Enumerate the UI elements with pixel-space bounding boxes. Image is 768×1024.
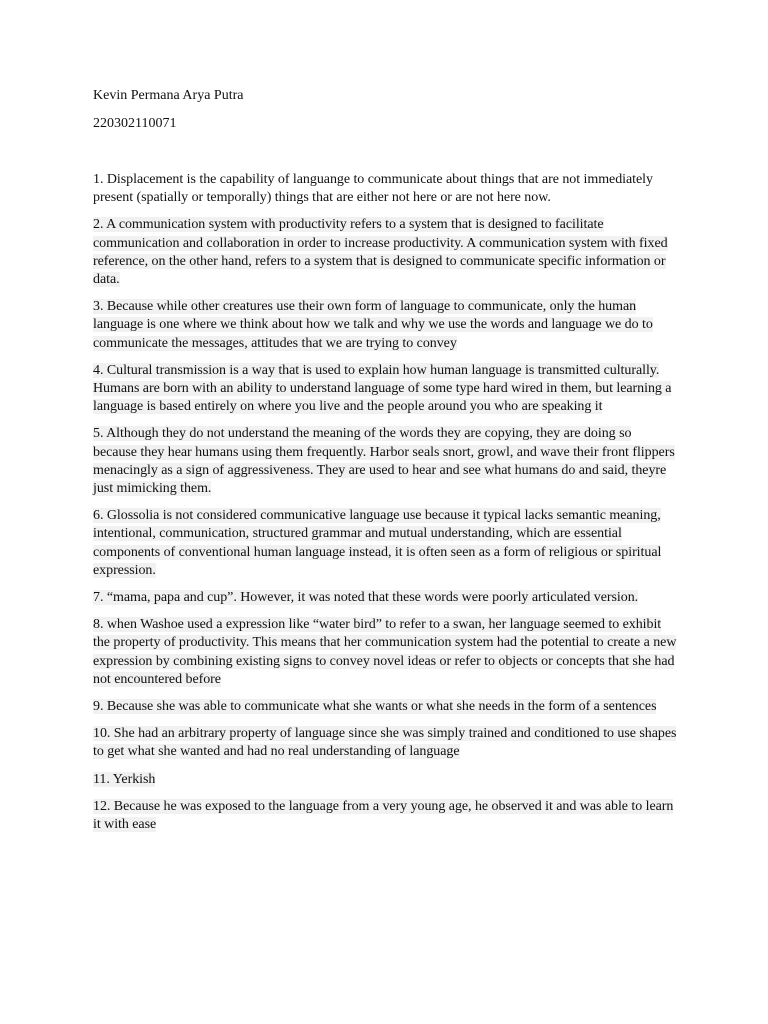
answer-text: 11. Yerkish [93,771,156,787]
answer-4 [93,362,678,417]
answer-7 [93,589,678,607]
answer-text: 1. Displacement is the capability of languange to communicate about things that are not immediately present (spatially or temporally) things that are either not here or are not here now. [93,172,653,206]
answer-9 [93,698,678,716]
answer-5 [93,425,678,498]
answer-text: 10. She had an arbitrary property of language since she was simply trained and conditioned to use shapes to get what she wanted and had no real understanding of language [93,726,677,760]
answer-text: 12. Because he was exposed to the language from a very young age, he observed it and was able to learn it with ease [93,798,674,833]
answer-text: 6. Glossolia is not considered communicative language use because it typical lacks semantic meaning, intentional, communication, structured grammar and mutual understanding, which are essential components of conventional human language instead, it is often seen as a form of religious or spiritual expression. [93,508,662,578]
answer-text: 5. Although they do not understand the meaning of the words they are copying, they are doing so because they hear humans using them frequently. Harbor seals snort, growl, and wave their front flippers menacingly as a sign of aggressiveness. They are used to hear and see what humans do and said, theyre just mimicking them. [93,426,675,497]
answer-3 [93,298,678,353]
answer-text: 8. when Washoe used a expression like “water bird” to refer to a swan, her language seemed to exhibit the property of productivity. This means that her communication system had the potential to create a new expression by combining existing signs to convey novel ideas or refer to objects or concepts that she had not encountered before [93,617,677,687]
answer-text: 4. Cultural transmission is a way that is used to explain how human language is transmitted culturally. Humans are born with an ability to understand language of some type hard wired in them, but learning a language is based entirely on where you live and the people around you who are speaking it [93,362,672,415]
answer-11 [93,771,678,789]
author-name: Kevin Permana Arya Putra [93,88,244,103]
answer-text: 2. A communication system with productivity refers to a system that is designed to facilitate communication and collaboration in order to increase productivity. A communication system with fixed reference, on the other hand, refers to a system that is designed to communicate specific information or data. [93,217,668,288]
answer-6 [93,507,678,580]
answer-text: 9. Because she was able to communicate what she wants or what she needs in the form of a sentences [93,699,657,715]
answer-text: 7. “mama, papa and cup”. However, it was noted that these words were poorly articulated version. [93,590,639,606]
answer-10 [93,725,678,761]
answer-12 [93,798,678,834]
answer-list [93,171,678,834]
answer-1 [93,171,678,207]
answer-2 [93,216,678,289]
answer-text: 3. Because while other creatures use their own form of language to communicate, only the human language is one where we think about how we talk and why we use the words and language we do to communicate the messages, attitudes that we are trying to convey [93,299,653,351]
document-page [93,87,678,843]
answer-8 [93,616,678,689]
student-id: 220302110071 [93,116,177,131]
